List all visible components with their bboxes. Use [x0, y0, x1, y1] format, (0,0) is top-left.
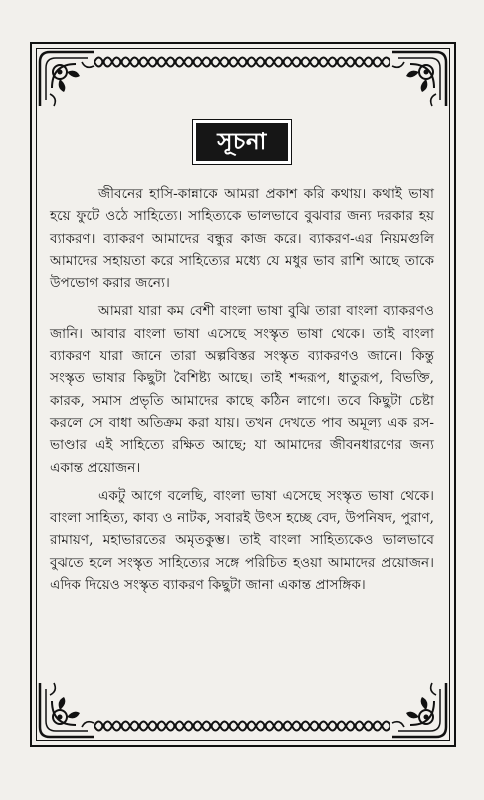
- paragraph-1: জীবনের হাসি-কান্নাকে আমরা প্রকাশ করি কথায়। কথাই ভাষা হয়ে ফুটে ওঠে সাহিত্যে। সাহিত্যকে ভালভাবে বুঝবার জন্য দরকার হয় ব্যাকরণ। ব্যাকরণ আমাদের বন্ধুর কাজ করে। ব্যাকরণ-এর নিয়মগুলি আমাদের সহায়তা করে সাহিত্যের মধ্যে যে মধুর ভাব রাশি আছে তাকে উপভোগ করার জন্যে।: [50, 186, 434, 292]
- top-ornament-band: [94, 52, 390, 72]
- floral-scroll-corner-icon: [388, 679, 450, 741]
- chain-pattern-icon: [94, 716, 390, 736]
- corner-ornament-top-left: [36, 48, 98, 110]
- bottom-ornament-band: [94, 716, 390, 736]
- paragraph-3: একটু আগে বলেছি, বাংলা ভাষা এসেছে সংস্কৃত ভাষা থেকে। বাংলা সাহিত্য, কাব্য ও নাটক, সবারই উৎস হচ্ছে বেদ, উপনিষদ, পুরাণ, রামায়ণ, মহাভারতের অমৃতকুম্ভ। তাই বাংলা সাহিত্যকেও ভালভাবে বুঝতে হলে সংস্কৃত সাহিত্যের সঙ্গে পরিচিত হওয়া আমাদের প্রয়োজন। এদিক দিয়েও সংস্কৃত ব্যাকরণ কিছুটা জানা একান্ত প্রাসঙ্গিক।: [50, 487, 434, 594]
- body-text: [50, 183, 434, 602]
- title-box: [192, 119, 292, 165]
- floral-scroll-corner-icon: [36, 48, 98, 110]
- corner-ornament-bottom-right: [388, 679, 450, 741]
- floral-scroll-corner-icon: [388, 48, 450, 110]
- chain-pattern-icon: [94, 52, 390, 72]
- corner-ornament-bottom-left: [36, 679, 98, 741]
- paragraph-2: আমরা যারা কম বেশী বাংলা ভাষা বুঝি তারা বাংলা ব্যাকরণও জানি। আবার বাংলা ভাষা এসেছে সংস্কৃত ভাষা থেকে। তাই বাংলা ব্যাকরণ যারা জানে তারা অল্পবিস্তর সংস্কৃত ব্যাকরণও জানে। কিন্তু সংস্কৃত ভাষার কিছুটা বৈশিষ্ট্য আছে। তাই শব্দরূপ, ধাতুরূপ, বিভক্তি, কারক, সমাস প্রভৃতি আমাদের কাছে কঠিন লাগে। তবে কিছুটা চেষ্টা করলে সে বাধা অতিক্রম করা যায়। তখন দেখতে পাব অমূল্য এক রস-ভাণ্ডার এই সাহিত্যে রক্ষিত আছে; যা আমাদের জীবনধারণের জন্য একান্ত প্রয়োজন।: [50, 303, 434, 476]
- page-title: সূচনা: [196, 123, 288, 161]
- floral-scroll-corner-icon: [36, 679, 98, 741]
- corner-ornament-top-right: [388, 48, 450, 110]
